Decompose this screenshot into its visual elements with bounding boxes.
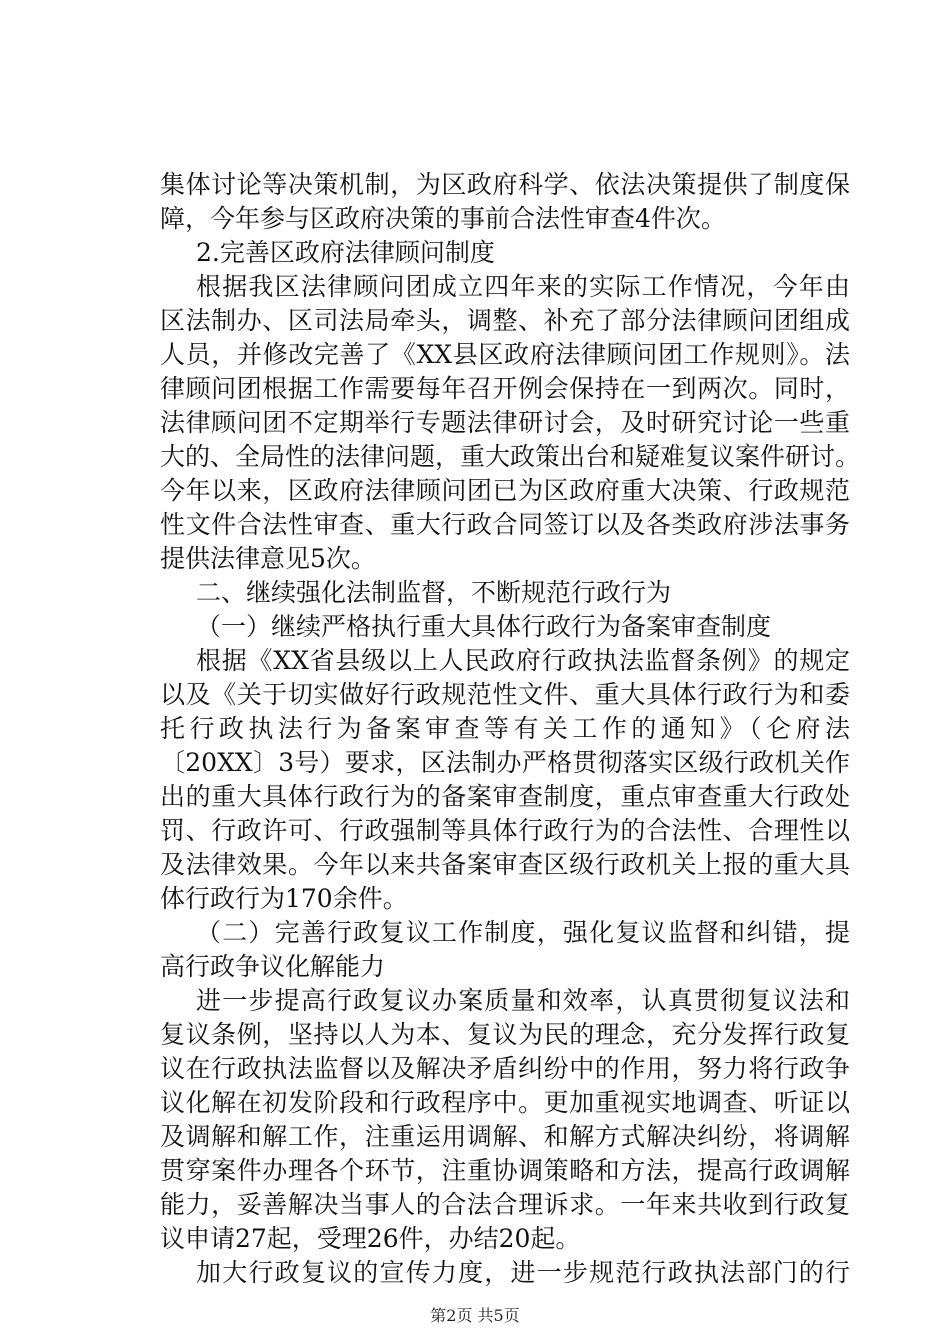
- text-line: 能力，妥善解决当事人的合法合理诉求。一年来共收到行政复: [160, 1190, 850, 1219]
- text-line: 进一步提高行政复议办案质量和效率，认真贯彻复议法和: [196, 986, 850, 1015]
- text-line: 根据《XX省县级以上人民政府行政执法监督条例》的规定: [196, 646, 850, 675]
- text-line: （二）完善行政复议工作制度，强化复议监督和纠错，提: [196, 918, 850, 947]
- text-line: 以及《关于切实做好行政规范性文件、重大具体行政行为和委: [160, 680, 850, 709]
- text-line: 区法制办、区司法局牵头，调整、补充了部分法律顾问团组成: [160, 306, 850, 335]
- text-line: 〔20XX〕3号）要求，区法制办严格贯彻落实区级行政机关作: [160, 748, 850, 777]
- text-line: 今年以来，区政府法律顾问团已为区政府重大决策、行政规范: [160, 476, 850, 505]
- text-line: 议申请27起，受理26件，办结20起。: [160, 1224, 581, 1253]
- text-line: 根据我区法律顾问团成立四年来的实际工作情况，今年由: [196, 272, 850, 301]
- text-line: 贯穿案件办理各个环节，注重协调策略和方法，提高行政调解: [160, 1156, 850, 1185]
- text-line: 托行政执法行为备案审查等有关工作的通知》（仑府法: [160, 714, 850, 743]
- text-line: （一）继续严格执行重大具体行政行为备案审查制度: [196, 612, 772, 641]
- text-line: 二、继续强化法制监督，不断规范行政行为: [196, 578, 672, 607]
- text-line: 体行政行为170余件。: [160, 884, 408, 913]
- page-footer: 第2页 共5页: [430, 1306, 520, 1325]
- text-line: 复议条例，坚持以人为本、复议为民的理念，充分发挥行政复: [160, 1020, 850, 1049]
- text-line: 高行政争议化解能力: [160, 952, 386, 981]
- text-line: 加大行政复议的宣传力度，进一步规范行政执法部门的行: [196, 1258, 850, 1287]
- text-line: 大的、全局性的法律问题，重大政策出台和疑难复议案件研讨。: [160, 442, 861, 471]
- text-line: 律顾问团根据工作需要每年召开例会保持在一到两次。同时，: [160, 374, 850, 403]
- text-line: 出的重大具体行政行为的备案审查制度，重点审查重大行政处: [160, 782, 850, 811]
- text-line: 及调解和解工作，注重运用调解、和解方式解决纠纷，将调解: [160, 1122, 850, 1151]
- text-line: 法律顾问团不定期举行专题法律研讨会，及时研究讨论一些重: [160, 408, 850, 437]
- document-body: [160, 168, 861, 1290]
- text-line: 集体讨论等决策机制，为区政府科学、依法决策提供了制度保: [160, 170, 850, 199]
- text-line: 议化解在初发阶段和行政程序中。更加重视实地调查、听证以: [160, 1088, 850, 1117]
- text-line: 性文件合法性审查、重大行政合同签订以及各类政府涉法事务: [160, 510, 850, 539]
- text-line: 人员，并修改完善了《XX县区政府法律顾问团工作规则》。法: [160, 340, 850, 369]
- text-line: 2.完善区政府法律顾问制度: [196, 238, 495, 267]
- text-line: 障，今年参与区政府决策的事前合法性审查4件次。: [160, 204, 726, 233]
- text-line: 提供法律意见5次。: [160, 544, 376, 573]
- text-line: 及法律效果。今年以来共备案审查区级行政机关上报的重大具: [160, 850, 850, 879]
- text-line: 议在行政执法监督以及解决矛盾纠纷中的作用，努力将行政争: [160, 1054, 850, 1083]
- text-line: 罚、行政许可、行政强制等具体行政行为的合法性、合理性以: [160, 816, 850, 845]
